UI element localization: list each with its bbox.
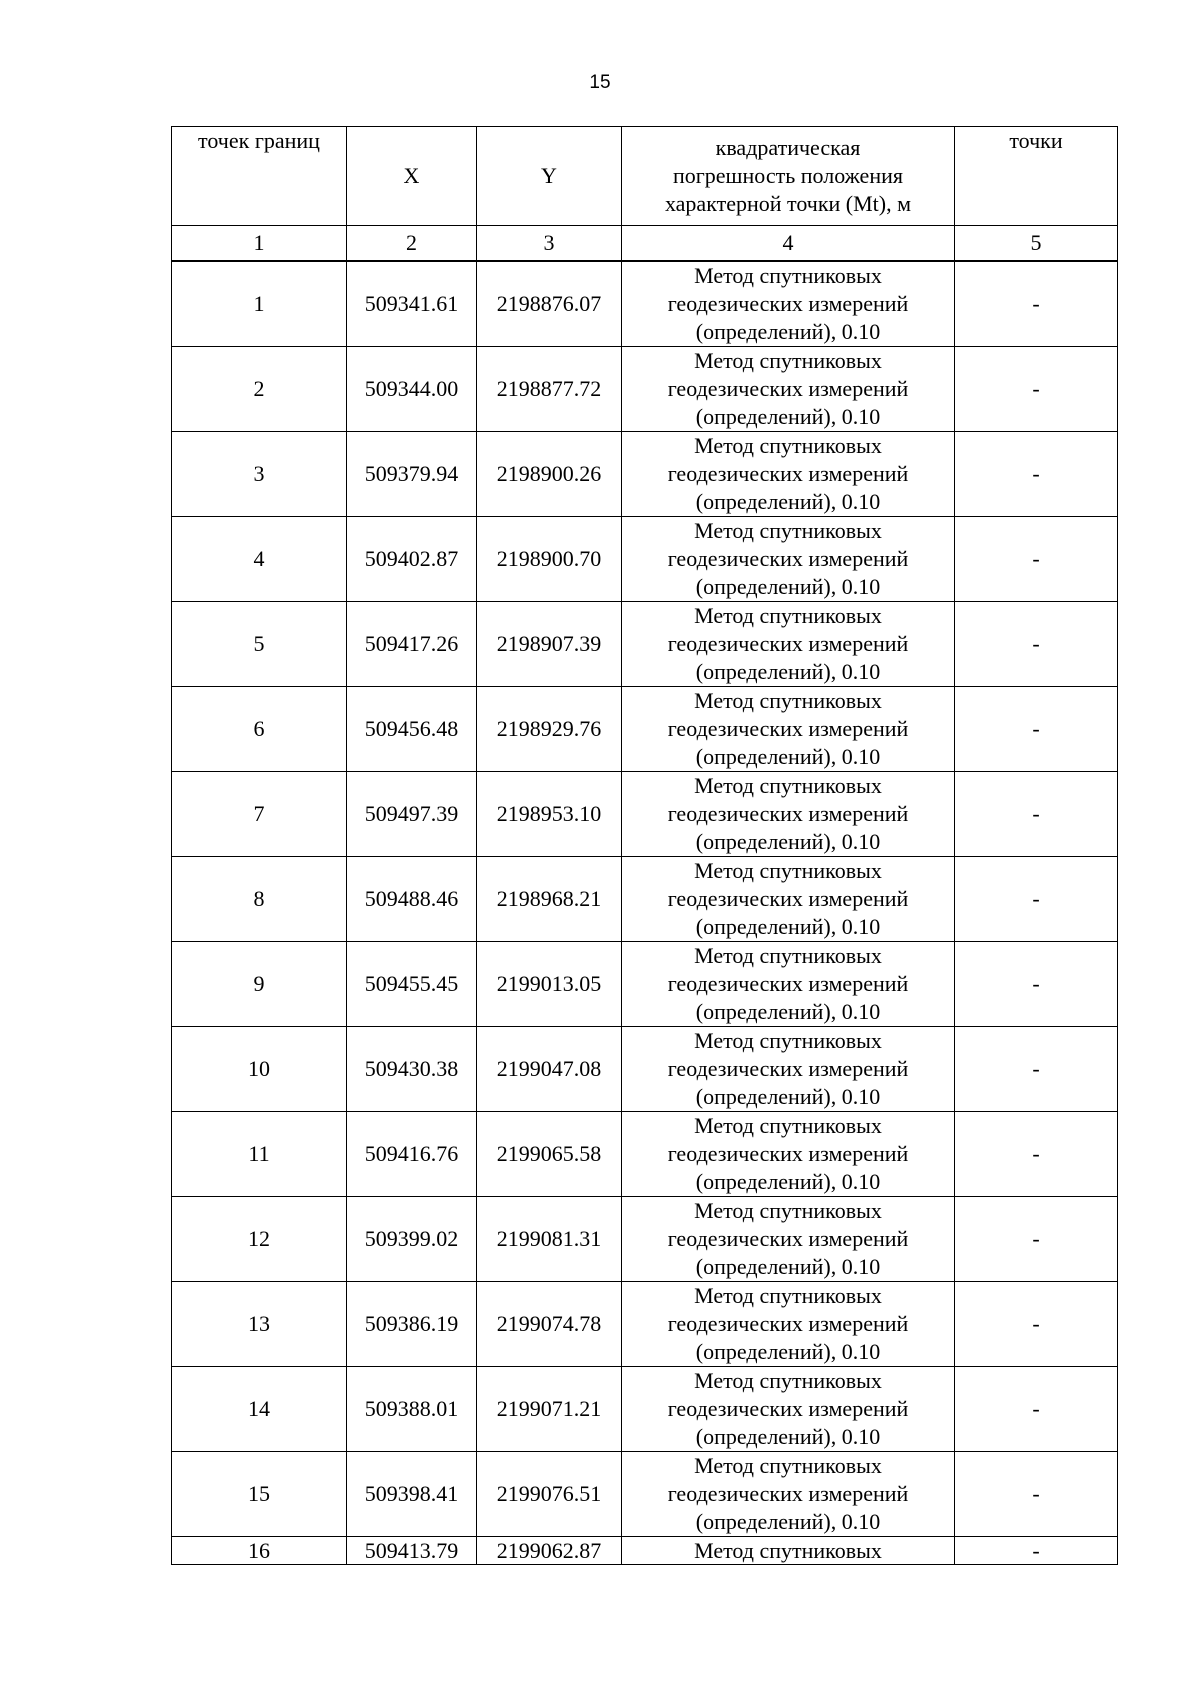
coord-x: 509413.79 bbox=[347, 1537, 477, 1565]
table-row bbox=[172, 1027, 1118, 1112]
method-line: (определений), 0.10 bbox=[695, 404, 881, 429]
coord-x: 509386.19 bbox=[347, 1282, 477, 1367]
method-line: геодезических измерений bbox=[667, 1311, 909, 1336]
method-line: (определений), 0.10 bbox=[695, 999, 881, 1024]
point-note: - bbox=[955, 687, 1118, 772]
table-row bbox=[172, 857, 1118, 942]
point-note: - bbox=[955, 432, 1118, 517]
table-row bbox=[172, 1112, 1118, 1197]
column-number: 3 bbox=[477, 226, 622, 262]
point-note: - bbox=[955, 772, 1118, 857]
coord-x: 509399.02 bbox=[347, 1197, 477, 1282]
method-line: Метод спутниковых bbox=[694, 263, 882, 288]
coord-x: 509488.46 bbox=[347, 857, 477, 942]
coord-y: 2199065.58 bbox=[477, 1112, 622, 1197]
method-cell bbox=[622, 857, 955, 942]
method-cell bbox=[622, 687, 955, 772]
point-number: 12 bbox=[172, 1197, 347, 1282]
point-note: - bbox=[955, 1197, 1118, 1282]
coord-x: 509456.48 bbox=[347, 687, 477, 772]
table-row bbox=[172, 1282, 1118, 1367]
table-row bbox=[172, 942, 1118, 1027]
method-line: геодезических измерений bbox=[667, 886, 909, 911]
method-line: Метод спутниковых bbox=[694, 943, 882, 968]
method-line: Метод спутниковых bbox=[694, 1453, 882, 1478]
method-line: Метод спутниковых bbox=[694, 688, 882, 713]
table-header-row bbox=[172, 127, 1118, 226]
coord-x: 509455.45 bbox=[347, 942, 477, 1027]
method-line: геодезических измерений bbox=[667, 1396, 909, 1421]
coord-x: 509398.41 bbox=[347, 1452, 477, 1537]
method-line: Метод спутниковых bbox=[694, 773, 882, 798]
method-line: геодезических измерений bbox=[667, 716, 909, 741]
column-number: 5 bbox=[955, 226, 1118, 262]
coord-y: 2199047.08 bbox=[477, 1027, 622, 1112]
point-note: - bbox=[955, 261, 1118, 347]
coord-y: 2198900.26 bbox=[477, 432, 622, 517]
method-line: (определений), 0.10 bbox=[695, 1424, 881, 1449]
column-number: 2 bbox=[347, 226, 477, 262]
method-cell bbox=[622, 1367, 955, 1452]
method-cell bbox=[622, 602, 955, 687]
method-line: геодезических измерений bbox=[667, 1056, 909, 1081]
method-cell bbox=[622, 942, 955, 1027]
point-number: 14 bbox=[172, 1367, 347, 1452]
method-cell bbox=[622, 1282, 955, 1367]
header-error-line: характерной точки (Mt), м bbox=[664, 191, 912, 216]
point-note: - bbox=[955, 1452, 1118, 1537]
coord-y: 2199071.21 bbox=[477, 1367, 622, 1452]
method-cell bbox=[622, 1112, 955, 1197]
method-line: (определений), 0.10 bbox=[695, 659, 881, 684]
table-row bbox=[172, 687, 1118, 772]
method-line: геодезических измерений bbox=[667, 631, 909, 656]
table-row bbox=[172, 1452, 1118, 1537]
coord-y: 2199074.78 bbox=[477, 1282, 622, 1367]
point-number: 15 bbox=[172, 1452, 347, 1537]
coord-x: 509416.76 bbox=[347, 1112, 477, 1197]
coord-y: 2198900.70 bbox=[477, 517, 622, 602]
method-line: геодезических измерений bbox=[667, 1481, 909, 1506]
point-note: - bbox=[955, 1367, 1118, 1452]
method-line: (определений), 0.10 bbox=[695, 489, 881, 514]
point-note: - bbox=[955, 1027, 1118, 1112]
method-cell bbox=[622, 772, 955, 857]
coord-y: 2199062.87 bbox=[477, 1537, 622, 1565]
coord-y: 2198876.07 bbox=[477, 261, 622, 347]
coord-y: 2198929.76 bbox=[477, 687, 622, 772]
coord-y: 2198877.72 bbox=[477, 347, 622, 432]
coord-x: 509497.39 bbox=[347, 772, 477, 857]
point-note: - bbox=[955, 1282, 1118, 1367]
method-line: (определений), 0.10 bbox=[695, 1084, 881, 1109]
table-row bbox=[172, 602, 1118, 687]
coord-y: 2199076.51 bbox=[477, 1452, 622, 1537]
point-note: - bbox=[955, 347, 1118, 432]
method-line: Метод спутниковых bbox=[694, 348, 882, 373]
method-line: (определений), 0.10 bbox=[695, 1169, 881, 1194]
table-row bbox=[172, 432, 1118, 517]
coord-x: 509430.38 bbox=[347, 1027, 477, 1112]
coord-x: 509379.94 bbox=[347, 432, 477, 517]
point-number: 9 bbox=[172, 942, 347, 1027]
point-note: - bbox=[955, 1112, 1118, 1197]
method-line: (определений), 0.10 bbox=[695, 1254, 881, 1279]
point-number: 11 bbox=[172, 1112, 347, 1197]
point-number: 5 bbox=[172, 602, 347, 687]
method-line: геодезических измерений bbox=[667, 1226, 909, 1251]
header-error-line: погрешность положения bbox=[673, 163, 903, 188]
method-line: геодезических измерений bbox=[667, 291, 909, 316]
coord-y: 2198907.39 bbox=[477, 602, 622, 687]
coord-x: 509388.01 bbox=[347, 1367, 477, 1452]
coord-x: 509417.26 bbox=[347, 602, 477, 687]
point-number: 2 bbox=[172, 347, 347, 432]
method-line: Метод спутниковых bbox=[694, 1283, 882, 1308]
table-row bbox=[172, 1197, 1118, 1282]
method-line: Метод спутниковых bbox=[694, 1198, 882, 1223]
coord-x: 509402.87 bbox=[347, 517, 477, 602]
table-row bbox=[172, 261, 1118, 347]
method-cell bbox=[622, 1197, 955, 1282]
column-number: 1 bbox=[172, 226, 347, 262]
point-number: 16 bbox=[172, 1537, 347, 1565]
point-number: 8 bbox=[172, 857, 347, 942]
method-line: Метод спутниковых bbox=[694, 1368, 882, 1393]
header-error-line: квадратическая bbox=[715, 135, 861, 160]
method-cell bbox=[622, 347, 955, 432]
method-cell bbox=[622, 432, 955, 517]
point-number: 6 bbox=[172, 687, 347, 772]
point-number: 10 bbox=[172, 1027, 347, 1112]
page-number: 15 bbox=[589, 72, 611, 93]
point-number: 4 bbox=[172, 517, 347, 602]
method-cell bbox=[622, 1452, 955, 1537]
method-line: геодезических измерений bbox=[667, 971, 909, 996]
point-note: - bbox=[955, 857, 1118, 942]
point-number: 13 bbox=[172, 1282, 347, 1367]
method-line: геодезических измерений bbox=[667, 546, 909, 571]
coordinates-table bbox=[171, 126, 1118, 1565]
header-error bbox=[622, 127, 955, 226]
method-line: геодезических измерений bbox=[667, 1141, 909, 1166]
method-line: (определений), 0.10 bbox=[695, 744, 881, 769]
method-line: геодезических измерений bbox=[667, 801, 909, 826]
method-line: Метод спутниковых bbox=[694, 433, 882, 458]
coord-x: 509341.61 bbox=[347, 261, 477, 347]
table-row bbox=[172, 772, 1118, 857]
method-cell bbox=[622, 261, 955, 347]
method-cell bbox=[622, 1027, 955, 1112]
column-number: 4 bbox=[622, 226, 955, 262]
coord-y: 2199013.05 bbox=[477, 942, 622, 1027]
coord-y: 2198968.21 bbox=[477, 857, 622, 942]
point-number: 1 bbox=[172, 261, 347, 347]
method-line: Метод спутниковых bbox=[694, 858, 882, 883]
point-number: 7 bbox=[172, 772, 347, 857]
method-line: (определений), 0.10 bbox=[695, 914, 881, 939]
point-note: - bbox=[955, 602, 1118, 687]
method-line: Метод спутниковых bbox=[694, 518, 882, 543]
coord-y: 2199081.31 bbox=[477, 1197, 622, 1282]
table-row bbox=[172, 1367, 1118, 1452]
header-x: X bbox=[347, 127, 477, 226]
method-line: (определений), 0.10 bbox=[695, 1339, 881, 1364]
coord-y: 2198953.10 bbox=[477, 772, 622, 857]
table-row bbox=[172, 347, 1118, 432]
method-cell bbox=[622, 517, 955, 602]
method-line: Метод спутниковых bbox=[694, 1113, 882, 1138]
header-boundary-points: точек границ bbox=[172, 127, 347, 226]
method-line: (определений), 0.10 bbox=[695, 319, 881, 344]
method-line: (определений), 0.10 bbox=[695, 574, 881, 599]
point-note: - bbox=[955, 1537, 1118, 1565]
table-row bbox=[172, 1537, 1118, 1565]
method-line: Метод спутниковых bbox=[694, 603, 882, 628]
point-number: 3 bbox=[172, 432, 347, 517]
table-body bbox=[172, 261, 1118, 1565]
table-row bbox=[172, 517, 1118, 602]
header-y: Y bbox=[477, 127, 622, 226]
method-line: (определений), 0.10 bbox=[695, 829, 881, 854]
method-line: Метод спутниковых bbox=[694, 1028, 882, 1053]
point-note: - bbox=[955, 517, 1118, 602]
column-number-row bbox=[172, 226, 1118, 262]
method-line: (определений), 0.10 bbox=[695, 1509, 881, 1534]
method-line: геодезических измерений bbox=[667, 461, 909, 486]
header-point-description: точки bbox=[955, 127, 1118, 226]
coord-x: 509344.00 bbox=[347, 347, 477, 432]
method-cell: Метод спутниковых bbox=[622, 1537, 955, 1565]
method-line: геодезических измерений bbox=[667, 376, 909, 401]
point-note: - bbox=[955, 942, 1118, 1027]
